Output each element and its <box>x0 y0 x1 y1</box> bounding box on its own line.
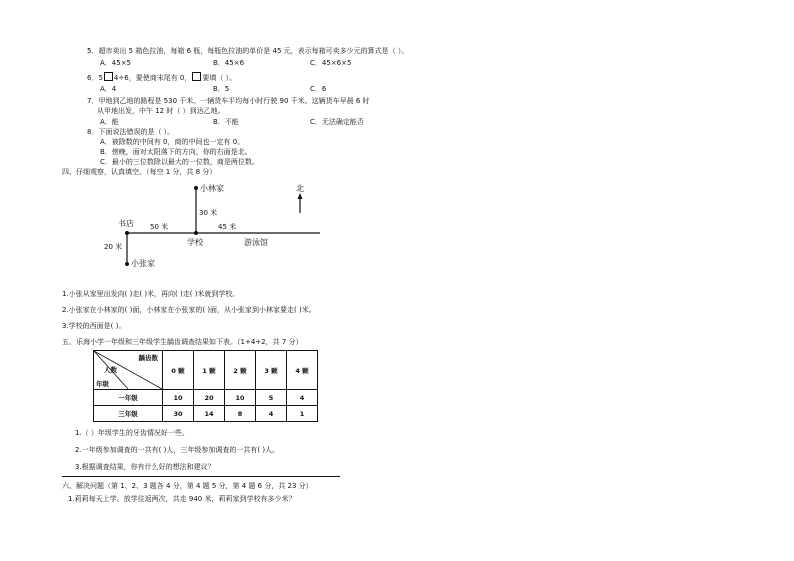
column-header: 2 颗 <box>225 351 256 390</box>
q7-line2: 从甲地出发，中午 12 时（ ）到达乙地。 <box>97 107 225 115</box>
point-bookstore <box>125 231 129 235</box>
table-cell: 30 <box>163 406 194 422</box>
section6-q1: 1.莉莉每天上学、放学往返两次，共走 940 米，莉莉家到学校有多少米？ <box>68 495 296 503</box>
map-label-xiaolin: 小林家 <box>200 184 224 193</box>
q8-option-b: B．傍晚，面对太阳落下的方向，你的右面是北。 <box>100 148 252 156</box>
table-cell: 8 <box>225 406 256 422</box>
q5-option-b: B．45×6 <box>213 59 245 67</box>
column-header: 0 颗 <box>163 351 194 390</box>
map-distance-bookstore-school: 50 米 <box>150 223 169 231</box>
q6-option-c: C．6 <box>310 85 327 93</box>
q5-stem: 5．超市卖出 5 箱色拉油，每箱 6 瓶，每瓶色拉油的单价是 45 元，表示每箱可卖多少元的算式是（ ）。 <box>87 47 409 55</box>
map-label-school: 学校 <box>187 238 203 247</box>
section5-title: 五、乐海小学一年级和三年级学生龋齿调查结果如下表。（1+4+2，共 7 分） <box>62 338 303 346</box>
map-label-pool: 游泳馆 <box>244 238 268 247</box>
section5-q3: 3.根据调查结果，你有什么好的想法和建议？ <box>75 463 215 471</box>
column-header: 4 颗 <box>287 351 318 390</box>
q5-option-c: C．45×6×5 <box>310 59 352 67</box>
map-label-xiaozhang: 小张家 <box>131 259 155 268</box>
q7-line1: 7．甲地到乙地的路程是 530 千米。一辆货车平均每小时行驶 90 千米。这辆货车早晨 6 时 <box>87 97 370 105</box>
corner-label-teeth: 龋齿数 <box>138 354 158 362</box>
column-header: 3 颗 <box>256 351 287 390</box>
table-cell: 5 <box>256 390 287 406</box>
divider-line <box>62 476 340 477</box>
section4-q2: 2.小张家在小林家的( )面，小林家在小张家的( )面，从小张家到小林家要走( )米。 <box>62 306 316 314</box>
table-cell: 4 <box>287 390 318 406</box>
row-grade: 一年级 <box>94 390 163 406</box>
q8-stem: 8．下面说法错误的是（ ）。 <box>87 128 175 136</box>
q7-option-b: B．不能 <box>213 118 239 126</box>
table-row <box>94 390 318 406</box>
q6-option-a: A．4 <box>100 85 117 93</box>
q8-option-c: C．最小的三位数除以最大的一位数，商是两位数。 <box>100 158 259 166</box>
map-distance-school-pool: 45 米 <box>218 223 237 231</box>
q5-option-a: A．45×5 <box>100 59 132 67</box>
q6-mid2: 要填（ ）。 <box>202 74 237 82</box>
survey-table <box>93 350 318 422</box>
section4-title: 四、仔细观察，认真填空。（每空 1 分，共 8 分） <box>62 168 217 176</box>
q7-option-a: A．能 <box>100 118 119 126</box>
map-label-bookstore: 书店 <box>118 219 134 228</box>
table-cell: 4 <box>256 406 287 422</box>
table-row <box>94 406 318 422</box>
row-grade: 三年级 <box>94 406 163 422</box>
section5-q2: 2.一年级参加调查的一共有( )人，三年级参加调查的一共有( )人。 <box>75 446 280 454</box>
north-arrow-icon <box>298 193 303 199</box>
map-label-north: 北 <box>296 184 304 193</box>
table-cell: 14 <box>194 406 225 422</box>
section6-title: 六、解决问题（第 1、2、3 题各 4 分，第 4 题 5 分，第 4 题 6 分，共 23 分） <box>62 482 313 490</box>
section4-q3: 3.学校的西面是( )。 <box>62 322 126 330</box>
table-cell: 1 <box>287 406 318 422</box>
corner-label-people: 人数 <box>104 366 117 374</box>
map-distance-bookstore-xiaozhang: 20 米 <box>104 243 123 251</box>
corner-label-grade: 年级 <box>96 380 109 388</box>
q7-option-c: C．无法确定能否 <box>310 118 364 126</box>
section5-q1: 1.（ ）年级学生的牙齿情况好一些。 <box>75 429 189 437</box>
point-xiaozhang <box>125 262 129 266</box>
table-corner-cell <box>94 351 163 390</box>
point-school <box>194 231 198 235</box>
section4-q1: 1.小张从家里出发向( )走( )米，再向( )走( )米就到学校。 <box>62 290 240 298</box>
q6-mid1: 4÷6，要使商末尾有 0， <box>113 74 192 82</box>
q6-prefix: 6．5 <box>87 74 103 82</box>
q8-option-a: A．被除数的中间有 0，商的中间也一定有 0。 <box>100 138 245 146</box>
map-distance-school-xiaolin: 30 米 <box>199 209 218 217</box>
table-cell: 10 <box>225 390 256 406</box>
column-header: 1 颗 <box>194 351 225 390</box>
table-cell: 20 <box>194 390 225 406</box>
point-xiaolin <box>194 186 198 190</box>
q6-option-b: B．5 <box>213 85 230 93</box>
table-cell: 10 <box>163 390 194 406</box>
